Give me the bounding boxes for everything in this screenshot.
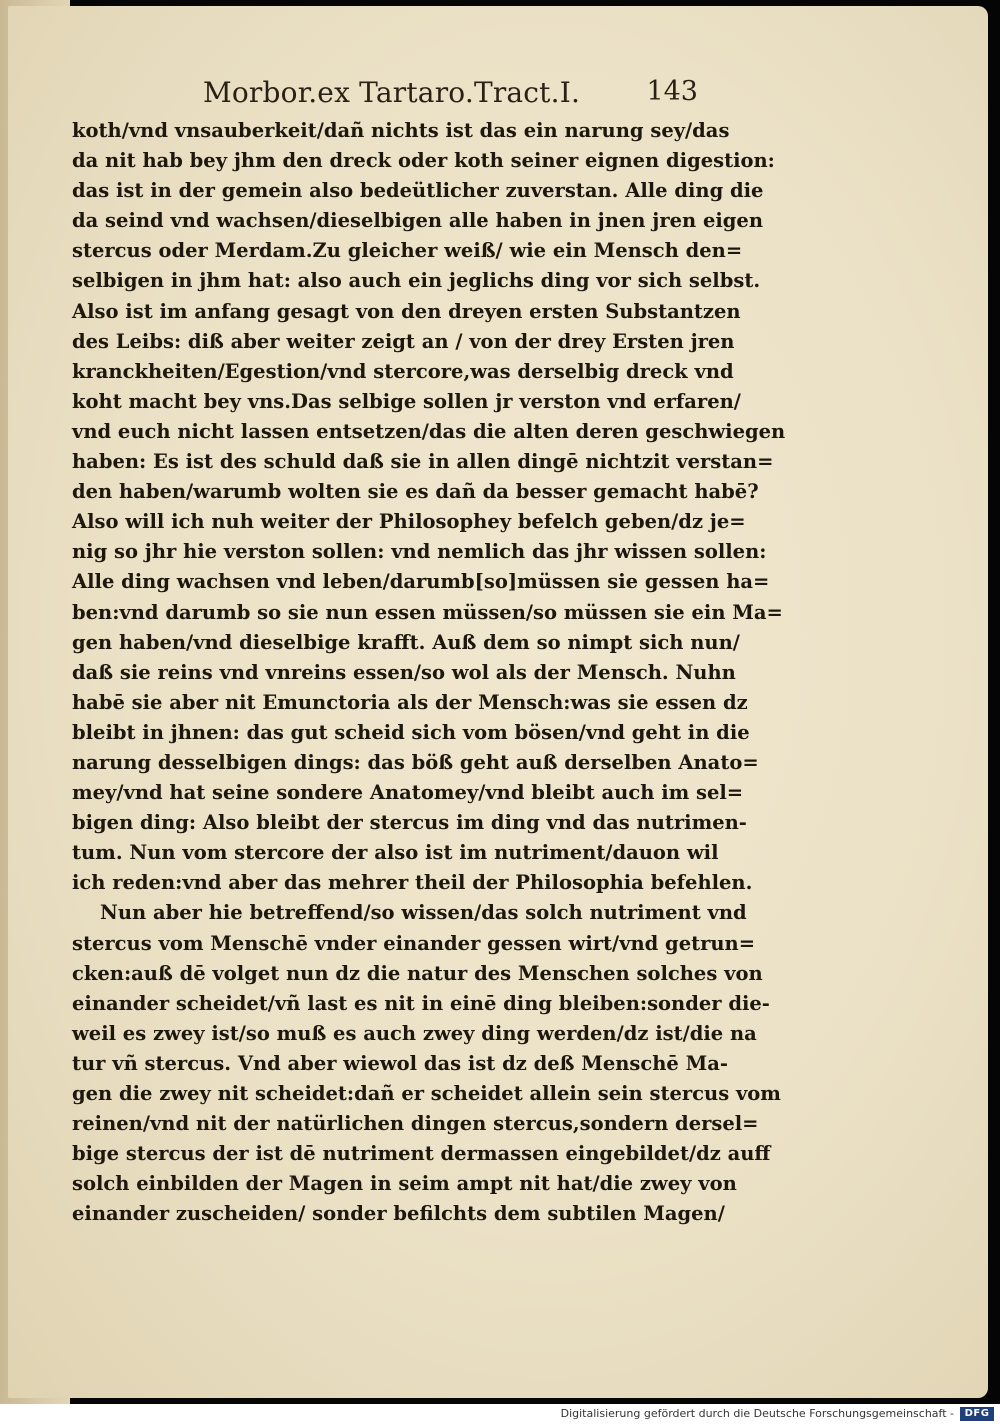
text-line: weil es zwey ist/so muß es auch zwey ding werden/dz ist/die na (72, 1021, 757, 1045)
text-line: des Leibs: diß aber weiter zeigt an / von der drey Ersten jren (72, 329, 735, 353)
text-line: bige stercus der ist dē nutriment dermassen eingebildet/dz auff (72, 1142, 771, 1166)
text-line: da nit hab bey jhm den dreck oder koth seiner eignen digestion: (72, 149, 775, 173)
footer-bar (0, 1404, 1000, 1424)
text-line: vnd euch nicht lassen entsetzen/das die alten deren geschwiegen (72, 419, 786, 443)
text-line: koht macht bey vns.Das selbige sollen jr verston vnd erfaren/ (72, 389, 741, 413)
text-line: da seind vnd wachsen/dieselbigen alle haben in jnen jren eigen (72, 209, 764, 233)
text-line: einander scheidet/vñ last es nit in einē ding bleiben:sonder die- (72, 991, 770, 1015)
text-line: einander zuscheiden/ sonder befilchts dem subtilen Magen/ (72, 1202, 725, 1226)
text-line: solch einbilden der Magen in seim ampt nit hat/die zwey von (72, 1172, 737, 1196)
running-title: Morbor.ex Tartaro.Tract.I. (203, 76, 581, 109)
text-line: bigen ding: Also bleibt der stercus im ding vnd das nutrimen- (72, 811, 747, 835)
body-text (72, 116, 786, 1229)
text-line: koth/vnd vnsauberkeit/dañ nichts ist das ein narung sey/das (72, 119, 730, 142)
text-line: bleibt in jhnen: das gut scheid sich vom bösen/vnd geht in die (72, 720, 750, 744)
text-line: Alle ding wachsen vnd leben/darumb[so]müssen sie gessen ha= (72, 570, 770, 594)
text-line: gen die zwey nit scheidet:dañ er scheidet allein sein stercus vom (72, 1082, 781, 1105)
text-line: haben: Es ist des schuld daß sie in allen dingē nichtzit verstan= (72, 450, 774, 474)
text-line: nig so jhr hie verston sollen: vnd nemlich das jhr wissen sollen: (72, 540, 767, 564)
funding-credit: Digitalisierung gefördert durch die Deutsche Forschungsgemeinschaft - (560, 1407, 954, 1420)
text-line: tum. Nun vom stercore der also ist im nutriment/dauon wil (72, 841, 719, 865)
text-line: den haben/warumb wolten sie es dañ da besser gemacht habē? (72, 480, 759, 504)
dfg-logo-icon: DFG (960, 1407, 994, 1421)
text-line: das ist in der gemein also bedeütlicher zuverstan. Alle ding die (72, 179, 764, 203)
text-line: stercus oder Merdam.Zu gleicher weiß/ wie ein Mensch den= (72, 239, 743, 263)
text-line: ich reden:vnd aber das mehrer theil der Philosophia befehlen. (72, 871, 753, 895)
book-page (8, 6, 988, 1398)
text-line: ben:vnd darumb so sie nun essen müssen/so müssen sie ein Ma= (72, 600, 783, 624)
text-line-paragraph-start: Nun aber hie betreffend/so wissen/das solch nutriment vnd (100, 901, 747, 925)
text-line: reinen/vnd nit der natürlichen dingen stercus,sondern dersel= (72, 1112, 759, 1136)
text-line: Also will ich nuh weiter der Philosophey befelch geben/dz je= (72, 510, 746, 534)
text-line: cken:auß dē volget nun dz die natur des Menschen solches von (72, 961, 763, 985)
text-line: tur vñ stercus. Vnd aber wiewol das ist dz deß Menschē Ma- (72, 1051, 728, 1075)
text-line: kranckheiten/Egestion/vnd stercore,was derselbig dreck vnd (72, 359, 734, 383)
text-line: narung desselbigen dings: das böß geht auß derselben Anato= (72, 750, 759, 774)
text-line: selbigen in jhm hat: also auch ein jeglichs ding vor sich selbst. (72, 269, 761, 293)
text-line: gen haben/vnd dieselbige krafft. Auß dem so nimpt sich nun/ (72, 630, 740, 654)
text-line: habē sie aber nit Emunctoria als der Mensch:was sie essen dz (72, 690, 748, 714)
text-line: mey/vnd hat seine sondere Anatomey/vnd bleibt auch im sel= (72, 781, 744, 805)
text-line: stercus vom Menschē vnder einander gessen wirt/vnd getrun= (72, 931, 756, 955)
page-header (203, 70, 698, 114)
text-line: Also ist im anfang gesagt von den dreyen ersten Substantzen (72, 299, 741, 323)
text-line: daß sie reins vnd vnreins essen/so wol als der Mensch. Nuhn (72, 660, 736, 684)
page-number: 143 (646, 76, 698, 107)
